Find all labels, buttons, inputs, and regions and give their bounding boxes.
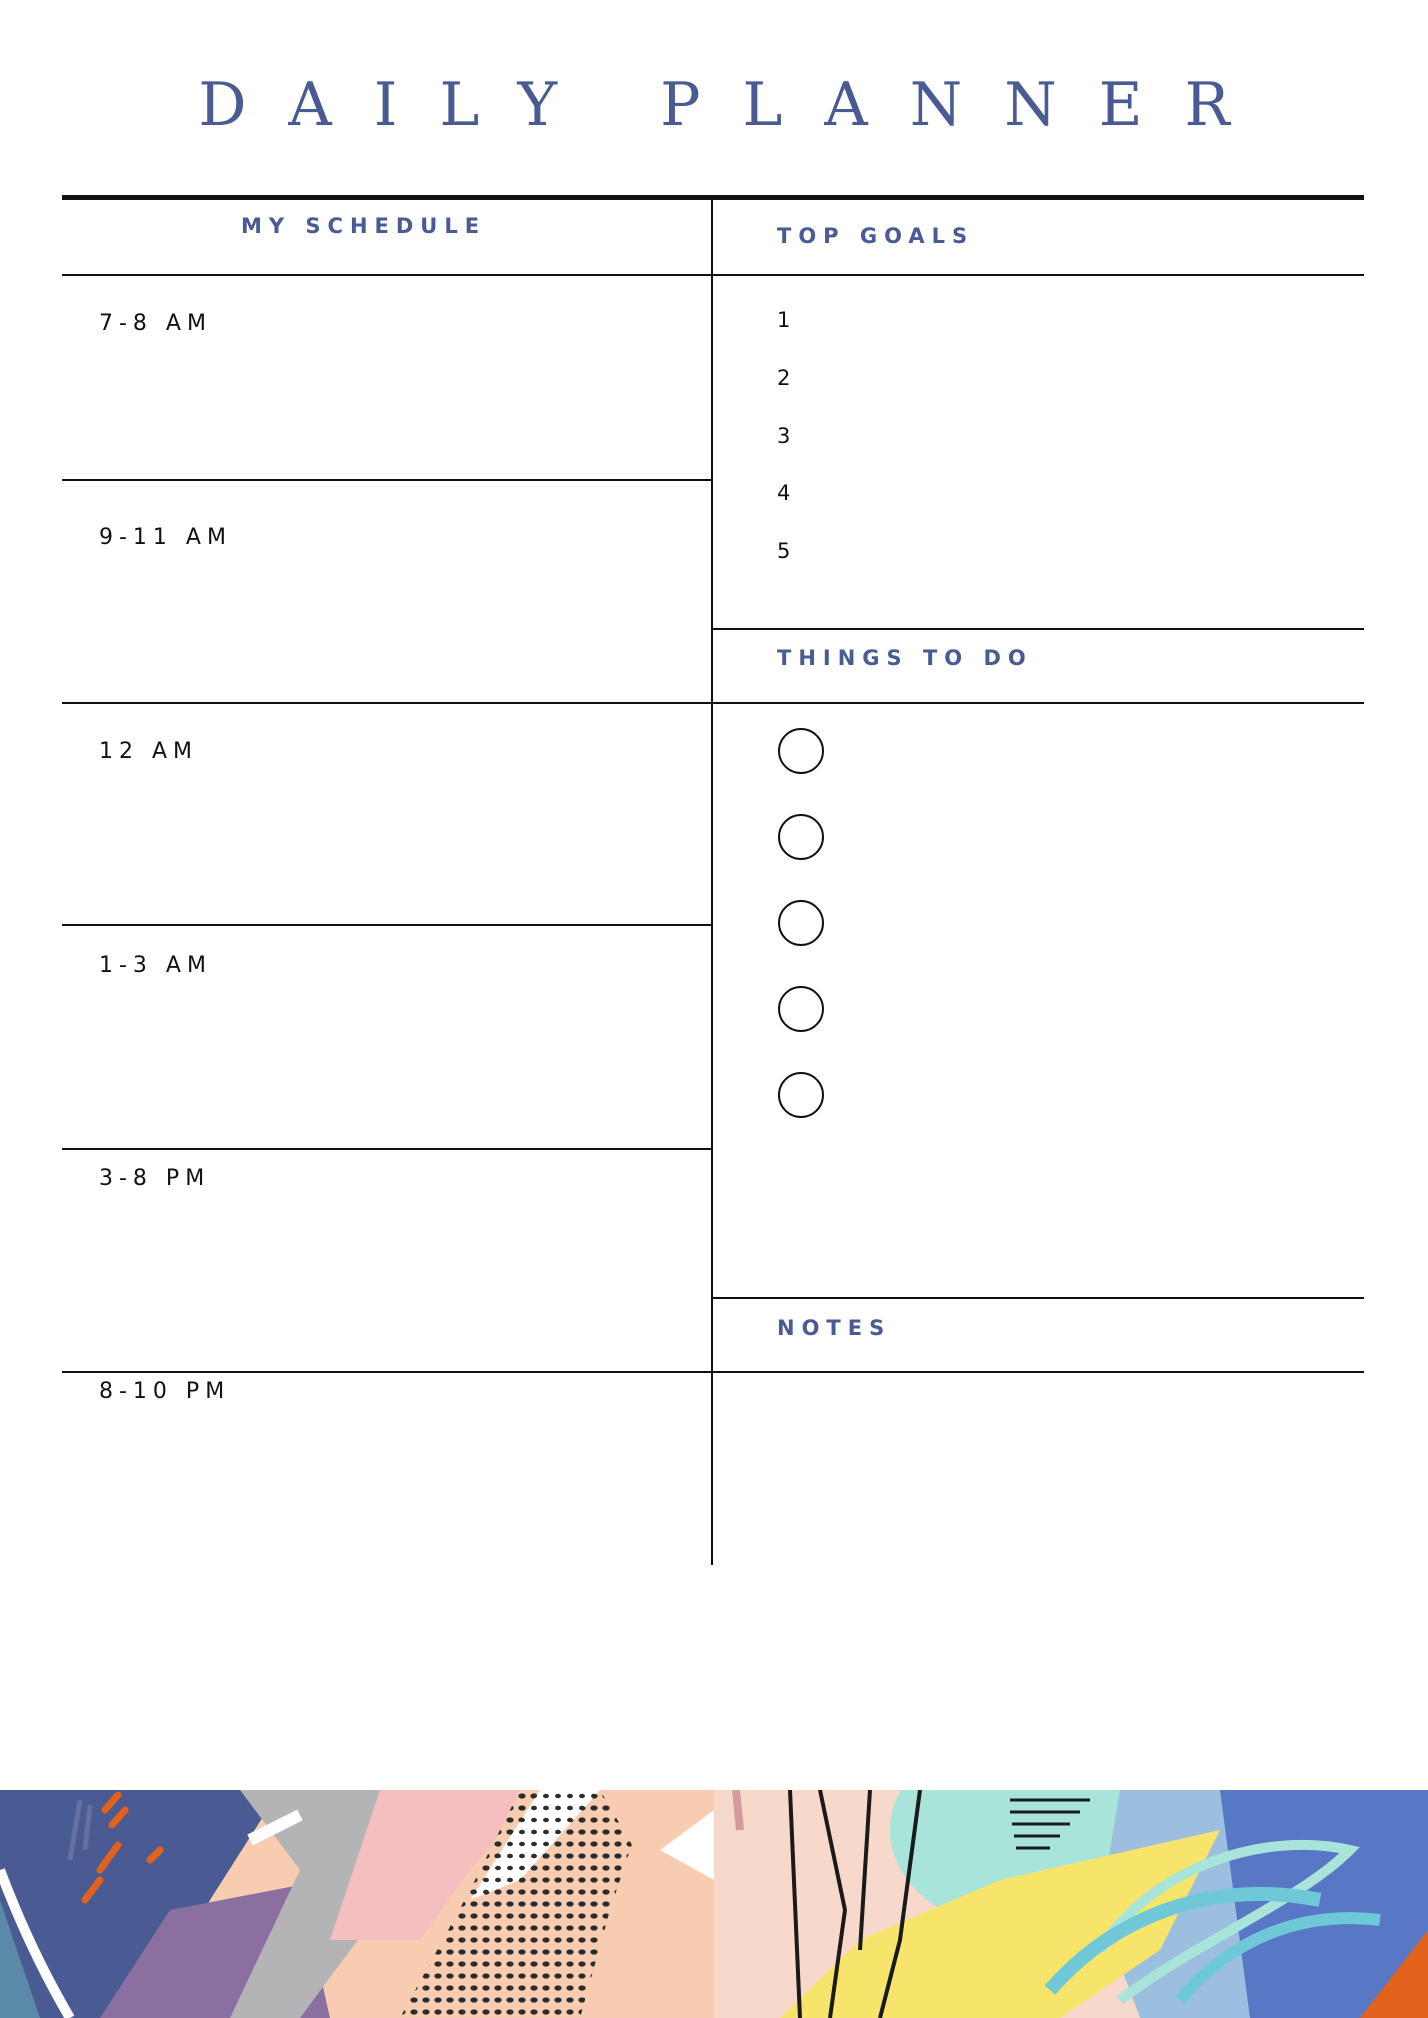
schedule-heading: MY SCHEDULE: [241, 214, 487, 238]
todo-heading: THINGS TO DO: [777, 646, 1033, 670]
schedule-row-rule: [62, 924, 712, 926]
schedule-slot: 7-8 AM: [99, 311, 212, 336]
goal-number: 5: [777, 539, 791, 563]
schedule-slot: 8-10 PM: [99, 1379, 231, 1404]
todo-checkbox[interactable]: [778, 986, 824, 1032]
todo-checkbox[interactable]: [778, 814, 824, 860]
goal-number: 1: [777, 308, 791, 332]
schedule-slot: 3-8 PM: [99, 1166, 211, 1191]
goal-number: 4: [777, 481, 791, 505]
schedule-slot: 12 AM: [99, 739, 199, 764]
schedule-header-rule: [62, 274, 712, 276]
todo-top-rule: [712, 628, 1364, 630]
todo-checkbox[interactable]: [778, 900, 824, 946]
notes-header-rule: [712, 1371, 1364, 1373]
todo-checkbox[interactable]: [778, 1072, 824, 1118]
todo-checkbox[interactable]: [778, 728, 824, 774]
schedule-row-rule: [62, 1371, 712, 1373]
schedule-slot: 1-3 AM: [99, 953, 212, 978]
goals-heading: TOP GOALS: [777, 224, 975, 248]
schedule-slot: 9-11 AM: [99, 525, 232, 550]
goal-number: 2: [777, 366, 791, 390]
top-rule: [62, 195, 1364, 200]
notes-top-rule: [712, 1297, 1364, 1299]
decorative-art-band: [0, 1790, 1428, 2018]
page-title: DAILY PLANNER: [198, 70, 1272, 140]
goal-number: 3: [777, 424, 791, 448]
schedule-row-rule: [62, 1148, 712, 1150]
notes-heading: NOTES: [777, 1316, 892, 1340]
goals-header-rule: [712, 274, 1364, 276]
schedule-row-rule: [62, 702, 712, 704]
schedule-row-rule: [62, 479, 712, 481]
todo-header-rule: [712, 702, 1364, 704]
column-divider: [711, 198, 713, 1565]
